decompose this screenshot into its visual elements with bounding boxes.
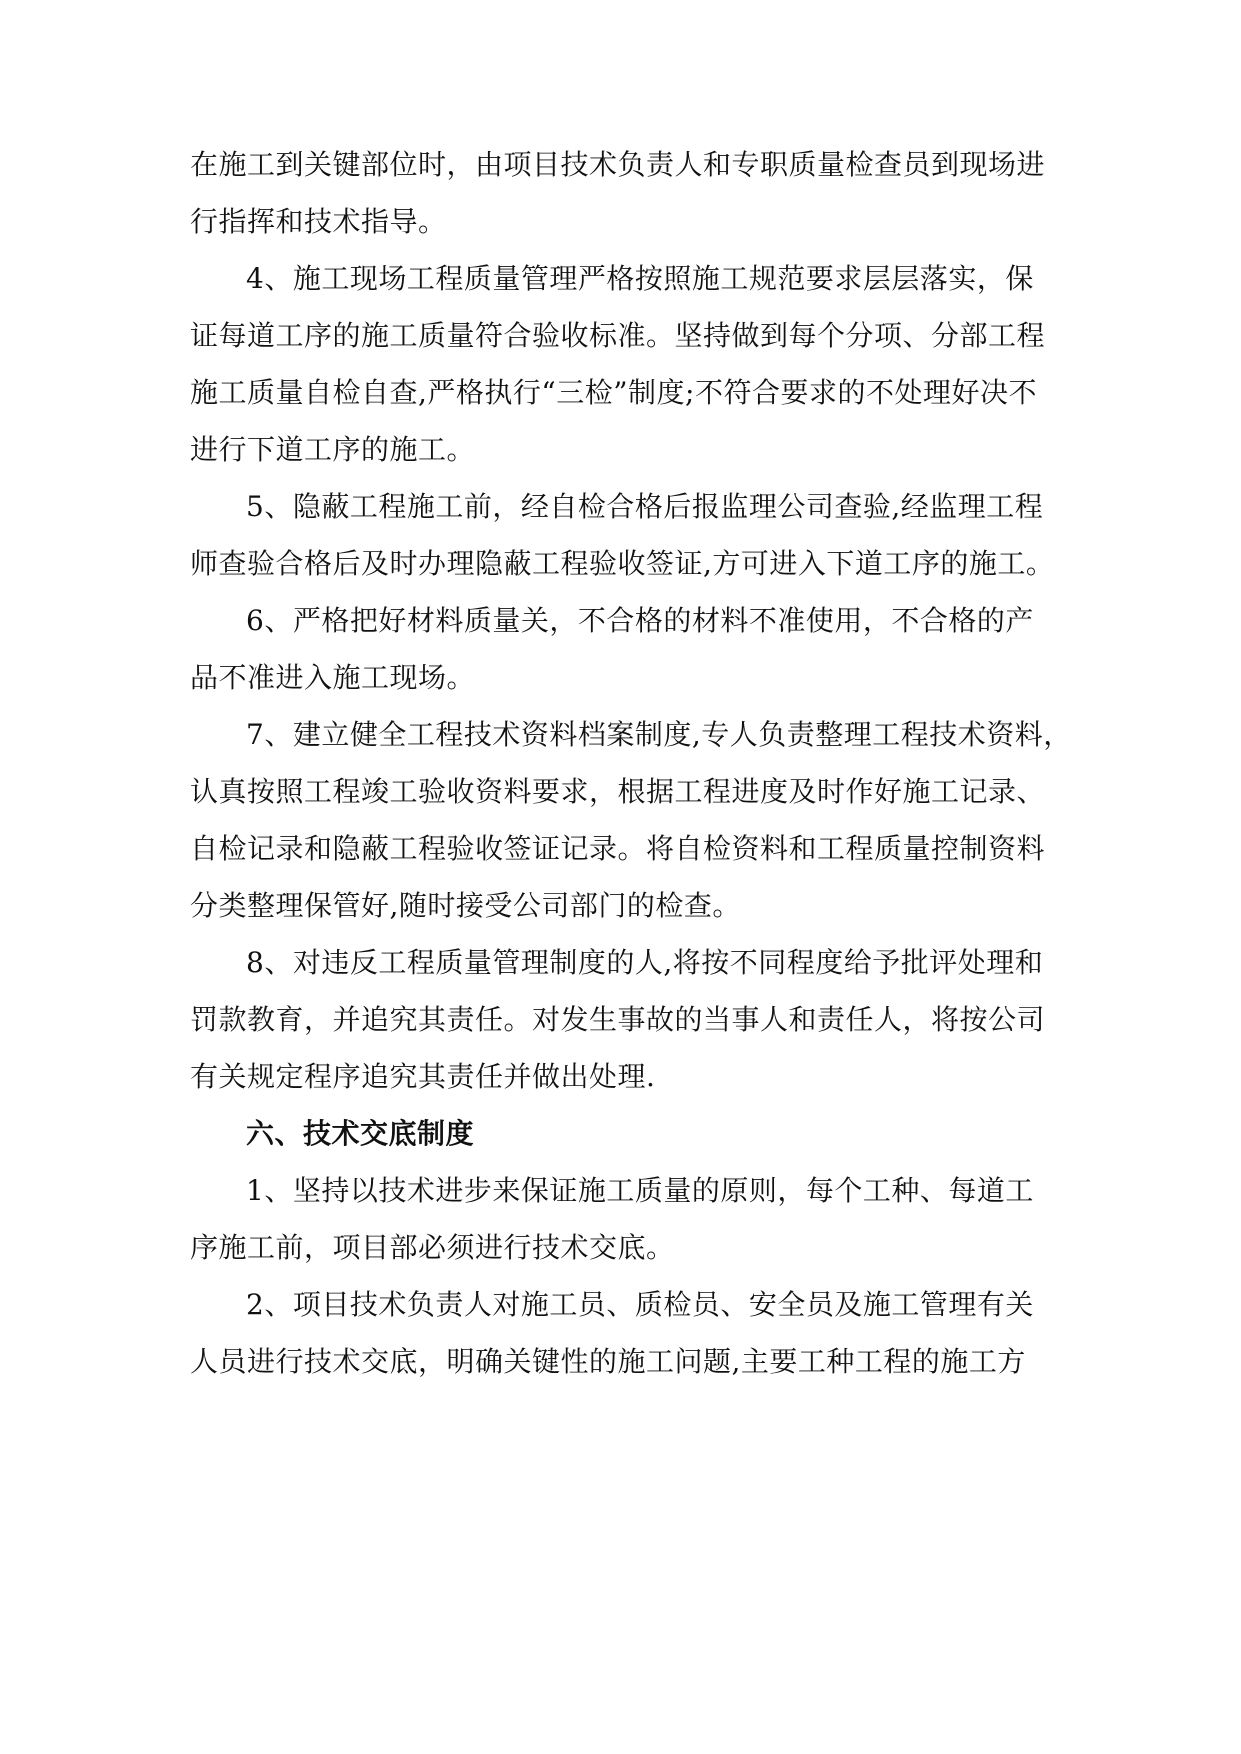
paragraph-item-2: 2、项目技术负责人对施工员、质检员、安全员及施工管理有关 xyxy=(246,1288,1034,1321)
paragraph-item-6: 6、严格把好材料质量关，不合格的材料不准使用，不合格的产 xyxy=(246,604,1034,637)
text-line: 分类整理保管好,随时接受公司部门的检查。 xyxy=(190,889,741,922)
text-line: 认真按照工程竣工验收资料要求，根据工程进度及时作好施工记录、 xyxy=(190,775,1046,808)
text-line: 品不准进入施工现场。 xyxy=(190,661,476,694)
text-line: 进行下道工序的施工。 xyxy=(190,433,476,466)
text-line: 有关规定程序追究其责任并做出处理. xyxy=(190,1060,656,1093)
text-line: 自检记录和隐蔽工程验收签证记录。将自检资料和工程质量控制资料 xyxy=(190,832,1046,865)
text-line: 罚款教育，并追究其责任。对发生事故的当事人和责任人，将按公司 xyxy=(190,1003,1046,1036)
text-line: 序施工前，项目部必须进行技术交底。 xyxy=(190,1231,675,1264)
paragraph-item-1: 1、坚持以技术进步来保证施工质量的原则，每个工种、每道工 xyxy=(246,1174,1034,1207)
text-line: 施工质量自检自查,严格执行“三检”制度;不符合要求的不处理好决不 xyxy=(190,376,1037,409)
paragraph-item-8: 8、对违反工程质量管理制度的人,将按不同程度给予批评处理和 xyxy=(246,946,1044,979)
paragraph-item-7: 7、建立健全工程技术资料档案制度,专人负责整理工程技术资料， xyxy=(246,718,1072,751)
text-line: 人员进行技术交底，明确关键性的施工问题,主要工种工程的施工方 xyxy=(190,1345,1026,1378)
text-line: 行指挥和技术指导。 xyxy=(190,205,447,238)
section-heading: 六、技术交底制度 xyxy=(246,1117,475,1150)
paragraph-item-4: 4、施工现场工程质量管理严格按照施工规范要求层层落实，保 xyxy=(246,262,1034,295)
paragraph-item-5: 5、隐蔽工程施工前，经自检合格后报监理公司查验,经监理工程 xyxy=(246,490,1044,523)
text-line: 师查验合格后及时办理隐蔽工程验收签证,方可进入下道工序的施工。 xyxy=(190,547,1055,580)
text-line: 证每道工序的施工质量符合验收标准。坚持做到每个分项、分部工程 xyxy=(190,319,1046,352)
text-line: 在施工到关键部位时，由项目技术负责人和专职质量检查员到现场进 xyxy=(190,148,1046,181)
